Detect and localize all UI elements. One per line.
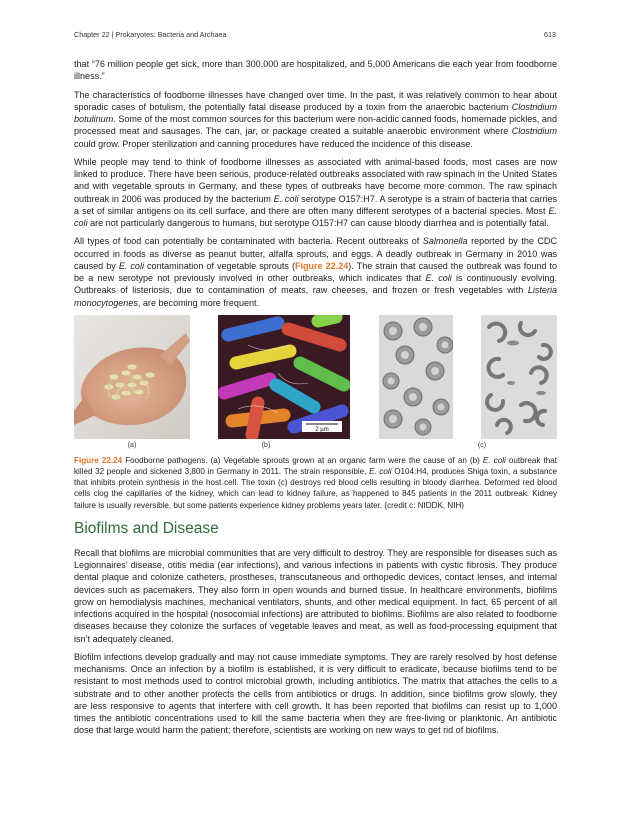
- paragraph-produce: While people may tend to think of foodborne illnesses as associated with animal-based foods, most cases are now linked to produce. There have been serious, produce-related outbreaks associated with raw spinach in the United States and with vegetable sprouts in Germany, and these types of outbreaks have become more common. The raw spinach outbreak in 2006 was produced by the bacterium E. coli serotype O157:H7. A serotype is a strain of bacteria that carries a set of similar antigens on its cell surface, and there are often many different serotypes of a bacterial species. Most E. coli are not particularly dangerous to humans, but serotype O157:H7 can cause bloody diarrhea and is potentially fatal.: [74, 156, 557, 228]
- paragraph-quote: that “76 million people get sick, more than 300,000 are hospitalized, and 5,000 Americans die each year from foodborne illness.”: [74, 59, 557, 82]
- panel-label-a: (a): [127, 441, 137, 449]
- panel-label-b: (b): [261, 441, 271, 449]
- damaged-rbc-micrograph: [481, 315, 557, 439]
- sprouts-photo: [74, 315, 190, 439]
- panel-labels: [74, 442, 557, 449]
- panel-label-c: (c): [477, 441, 487, 449]
- figure-link[interactable]: Figure 22.24: [294, 260, 349, 271]
- running-header: [74, 30, 556, 39]
- paragraph-botulism: The characteristics of foodborne illnesses have changed over time. In the past, it was relatively common to hear about sporadic cases of botulism, the potentially fatal disease produced by a toxin from the anaerobic bacterium Clostridium botulinum. Some of the most common sources for this bacterium were non-acidic canned foods, homemade pickles, and processed meat and sausages. The can, jar, or package created a suitable anaerobic environment where Clostridium could grow. Proper sterilization and canning procedures have reduced the incidence of this disease.: [74, 89, 557, 149]
- figure-caption: Figure 22.24 Foodborne pathogens. (a) Vegetable sprouts grown at an organic farm were the cause of an (b) E. coli outbreak that killed 32 people and sickened 3,800 in Germany in 2011. The strain responsible, E. coli O104:H4, produces Shiga toxin, a substance that inhibits protein synthesis in the host cell. The toxin (c) destroys red blood cells resulting in bloody diarrhea. Deformed red blood cells clog the capillaries of the kidney, which can lead to kidney failure, as happened to 845 patients in the 2011 outbreak. Kidney failure is usually reversible, but some patients experience kidney problems years later. (credit c: NIDDK, NIH): [74, 455, 558, 510]
- paragraph-contamination: All types of food can potentially be contaminated with bacteria. Recent outbreaks of Salmonella reported by the CDC occurred in foods as diverse as peanut butter, alfalfa sprouts, and eggs. A deadly outbreak in Germany in 2010 was caused by E. coli contamination of vegetable sprouts (Figure 22.24). The strain that caused the outbreak was found to be a new serotype not previously involved in other outbreaks, which indicates that E. coli is continuously evolving. Outbreaks of listeriosis, due to contamination of meats, raw cheeses, and frozen or fresh vegetables with Listeria monocytogenes, are becoming more frequent.: [74, 236, 558, 308]
- figure-22-24: [74, 315, 557, 439]
- page-body: [74, 58, 557, 743]
- normal-rbc-micrograph: [379, 315, 453, 439]
- ecoli-micrograph: [218, 315, 350, 439]
- section-heading: Biofilms and Disease: [74, 519, 219, 537]
- scale-bar-label: 2 µm: [315, 426, 330, 433]
- page-number: 613: [544, 30, 556, 39]
- chapter-title: Chapter 22 | Prokaryotes: Bacteria and Archaea: [74, 30, 227, 39]
- figure-label: Figure 22.24: [74, 455, 123, 465]
- paragraph-biofilms-infection: Biofilm infections develop gradually and may not cause immediate symptoms. They are rarely resolved by host defense mechanisms. Once an infection by a biofilm is established, it is very difficult to eradicate, because biofilms tend to be resistant to most methods used to control microbial growth, including antibiotics. The matrix that attaches the cells to a substrate and to other another protects the cells from antibiotics or drugs. In addition, since biofilms grow slowly, they are less responsive to agents that interfere with cell growth. It has been reported that biofilms can resist up to 1,000 times the antibiotic concentrations used to kill the same bacteria when they are free-living or planktonic. An antibiotic dose that large would harm the patient; therefore, scientists are working on new ways to get rid of biofilms.: [74, 651, 557, 736]
- paragraph-biofilms-intro: Recall that biofilms are microbial communities that are very difficult to destroy. They are responsible for diseases such as Legionnaires’ disease, otitis media (ear infections), and various infections in patients with cystic fibrosis. They produce dental plaque and colonize catheters, prostheses, transcutaneous and orthopedic devices, contact lenses, and internal devices such as pacemakers. They also form in open wounds and burned tissue. In healthcare environments, biofilms grow on hemodialysis machines, mechanical ventilators, shunts, and other medical equipment. In fact, 65 percent of all infections acquired in the hospital (nosocomial infections) are attributed to biofilms. Biofilms are also related to foodborne diseases because they colonize the surfaces of vegetable leaves and meat, as well as food-processing equipment that isn’t adequately cleaned.: [74, 547, 557, 644]
